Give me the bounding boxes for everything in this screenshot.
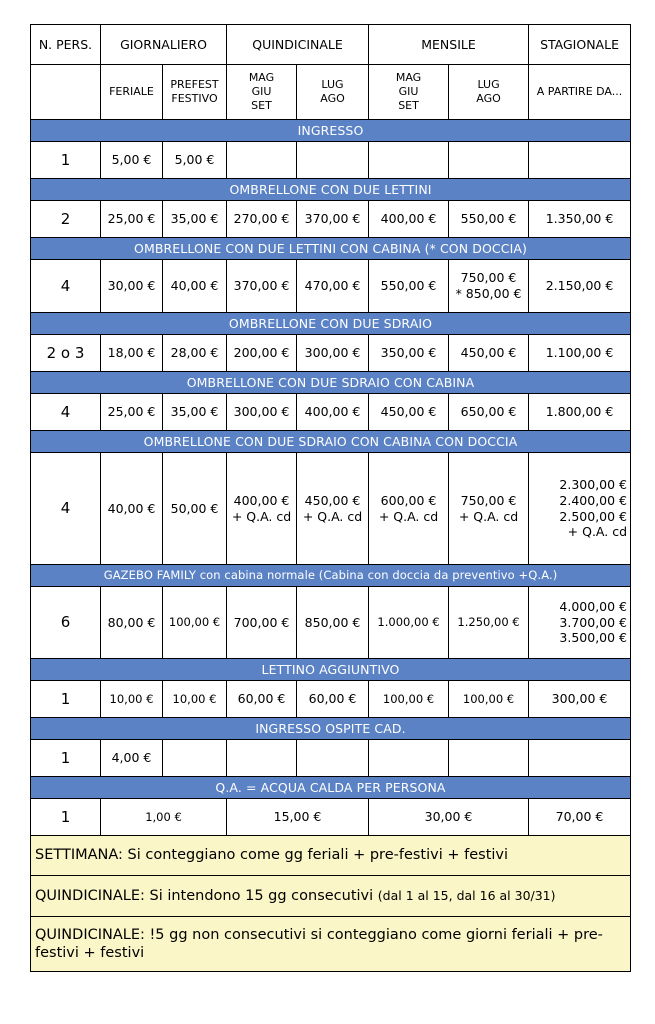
price-festivo: 35,00 € bbox=[163, 394, 227, 431]
price-mensile-mgs: 100,00 € bbox=[369, 681, 449, 718]
note-non-consecutivi: QUINDICINALE: !5 gg non consecutivi si conteggiano come giorni feriali + pre-festivi + festivi bbox=[31, 917, 631, 972]
subheader-mag: MAG bbox=[395, 71, 422, 85]
price-mensile-mgs: 450,00 € bbox=[369, 394, 449, 431]
persons-cell: 6 bbox=[31, 587, 101, 659]
price-quindicinale-mgs bbox=[227, 453, 297, 565]
price-festivo: 35,00 € bbox=[163, 201, 227, 238]
section-title-lettini: OMBRELLONE CON DUE LETTINI bbox=[31, 179, 631, 201]
table-row bbox=[31, 394, 631, 431]
header-quindicinale: QUINDICINALE bbox=[227, 25, 369, 65]
price-feriale: 25,00 € bbox=[101, 394, 163, 431]
subheader-prefest-festivo bbox=[163, 65, 227, 120]
persons-cell: 2 o 3 bbox=[31, 335, 101, 372]
section-band bbox=[31, 372, 631, 394]
empty-cell bbox=[163, 740, 227, 777]
table-row bbox=[31, 201, 631, 238]
note-row bbox=[31, 876, 631, 917]
section-title-gazebo: GAZEBO FAMILY con cabina normale (Cabina con doccia da preventivo +Q.A.) bbox=[31, 565, 631, 587]
section-band bbox=[31, 313, 631, 335]
table-row bbox=[31, 260, 631, 313]
header-stagionale: STAGIONALE bbox=[529, 25, 631, 65]
section-band bbox=[31, 659, 631, 681]
price-feriale: 5,00 € bbox=[101, 142, 163, 179]
price-festivo: 10,00 € bbox=[163, 681, 227, 718]
subheader-prefest: PREFEST bbox=[170, 78, 219, 92]
subheader-q-lug-ago bbox=[297, 65, 369, 120]
section-band bbox=[31, 565, 631, 587]
section-band bbox=[31, 179, 631, 201]
subheader-giu: GIU bbox=[251, 85, 272, 99]
subheader-ago: AGO bbox=[476, 92, 501, 105]
price-quindicinale-la: 400,00 € bbox=[297, 394, 369, 431]
empty-cell bbox=[297, 740, 369, 777]
price-table bbox=[30, 24, 631, 972]
price-mensile-la: 450,00 € bbox=[449, 335, 529, 372]
empty-cell bbox=[449, 740, 529, 777]
price-quindicinale-mgs: 270,00 € bbox=[227, 201, 297, 238]
persons-cell: 4 bbox=[31, 260, 101, 313]
persons-cell: 2 bbox=[31, 201, 101, 238]
subheader-a-partire: A PARTIRE DA... bbox=[529, 65, 631, 120]
subheader-lug: LUG bbox=[321, 78, 344, 92]
persons-cell: 1 bbox=[31, 740, 101, 777]
price-line: 450,00 € bbox=[304, 492, 361, 508]
price-quindicinale-la: 300,00 € bbox=[297, 335, 369, 372]
subheader-set: SET bbox=[398, 98, 419, 112]
price-quindicinale-la bbox=[297, 453, 369, 565]
price-stagionale: 300,00 € bbox=[529, 681, 631, 718]
price-line: 2.400,00 € bbox=[559, 492, 628, 508]
price-feriale: 40,00 € bbox=[101, 453, 163, 565]
price-line-qa: + Q.A. cd bbox=[231, 508, 292, 524]
price-feriale: 25,00 € bbox=[101, 201, 163, 238]
note-settimana: SETTIMANA: Si conteggiano come gg feriali + pre-festivi + festivi bbox=[31, 836, 631, 876]
price-feriale: 80,00 € bbox=[101, 587, 163, 659]
table-row bbox=[31, 453, 631, 565]
section-band bbox=[31, 718, 631, 740]
section-title-ingresso: INGRESSO bbox=[31, 120, 631, 142]
empty-cell bbox=[529, 142, 631, 179]
price-feriale: 4,00 € bbox=[101, 740, 163, 777]
price-feriale: 30,00 € bbox=[101, 260, 163, 313]
price-mensile: 30,00 € bbox=[369, 799, 529, 836]
subheader-set: SET bbox=[251, 98, 272, 112]
price-quindicinale-mgs: 200,00 € bbox=[227, 335, 297, 372]
note-quindicinale bbox=[31, 876, 631, 917]
empty-cell bbox=[449, 142, 529, 179]
price-stagionale bbox=[529, 587, 631, 659]
subheader-festivo: FESTIVO bbox=[171, 92, 218, 105]
price-giornaliero: 1,00 € bbox=[101, 799, 227, 836]
price-line: 600,00 € bbox=[380, 492, 437, 508]
empty-cell bbox=[529, 740, 631, 777]
table-row bbox=[31, 799, 631, 836]
header-row bbox=[31, 25, 631, 65]
subheader-mag: MAG bbox=[248, 71, 275, 85]
empty-cell bbox=[369, 740, 449, 777]
price-quindicinale-la: 60,00 € bbox=[297, 681, 369, 718]
price-line-qa: + Q.A. cd bbox=[378, 508, 439, 524]
persons-cell: 1 bbox=[31, 142, 101, 179]
persons-cell: 1 bbox=[31, 799, 101, 836]
price-line: 3.500,00 € bbox=[559, 630, 628, 646]
persons-cell: 4 bbox=[31, 453, 101, 565]
note-row bbox=[31, 836, 631, 876]
price-stagionale: 70,00 € bbox=[529, 799, 631, 836]
persons-cell: 1 bbox=[31, 681, 101, 718]
price-mensile-mgs: 1.000,00 € bbox=[369, 587, 449, 659]
price-mensile-mgs: 350,00 € bbox=[369, 335, 449, 372]
table-row bbox=[31, 335, 631, 372]
empty-cell bbox=[227, 142, 297, 179]
section-title-lettino: LETTINO AGGIUNTIVO bbox=[31, 659, 631, 681]
subheader-ago: AGO bbox=[320, 92, 345, 105]
subheader-giu: GIU bbox=[398, 85, 419, 99]
section-band bbox=[31, 238, 631, 260]
section-band bbox=[31, 120, 631, 142]
price-stagionale: 1.350,00 € bbox=[529, 201, 631, 238]
price-stagionale bbox=[529, 453, 631, 565]
price-festivo: 50,00 € bbox=[163, 453, 227, 565]
price-list bbox=[30, 24, 630, 972]
price-stagionale: 1.100,00 € bbox=[529, 335, 631, 372]
price-quindicinale-mgs: 700,00 € bbox=[227, 587, 297, 659]
price-mensile-mgs: 550,00 € bbox=[369, 260, 449, 313]
price-line-qa: + Q.A. cd bbox=[302, 508, 363, 524]
section-title-ospite: INGRESSO OSPITE CAD. bbox=[31, 718, 631, 740]
empty-cell bbox=[369, 142, 449, 179]
price-line: 3.700,00 € bbox=[559, 614, 628, 630]
subheader-feriale: FERIALE bbox=[101, 65, 163, 120]
price-quindicinale-mgs: 60,00 € bbox=[227, 681, 297, 718]
price-quindicinale-la: 370,00 € bbox=[297, 201, 369, 238]
price-feriale: 10,00 € bbox=[101, 681, 163, 718]
table-row bbox=[31, 681, 631, 718]
empty-cell bbox=[227, 740, 297, 777]
price-line: 2.500,00 € bbox=[559, 508, 628, 524]
note-quindicinale-range: (dal 1 al 15, dal 16 al 30/31) bbox=[377, 887, 556, 903]
section-band bbox=[31, 431, 631, 453]
price-mensile-la: 1.250,00 € bbox=[449, 587, 529, 659]
price-mensile-mgs: 400,00 € bbox=[369, 201, 449, 238]
section-band bbox=[31, 777, 631, 799]
section-title-lettini-cabina: OMBRELLONE CON DUE LETTINI CON CABINA (* CON DOCCIA) bbox=[31, 238, 631, 260]
price-quindicinale: 15,00 € bbox=[227, 799, 369, 836]
table-row bbox=[31, 142, 631, 179]
price-quindicinale-mgs: 300,00 € bbox=[227, 394, 297, 431]
price-line: 750,00 € bbox=[460, 492, 517, 508]
price-quindicinale-la: 850,00 € bbox=[297, 587, 369, 659]
price-line: 400,00 € bbox=[233, 492, 290, 508]
price-stagionale: 1.800,00 € bbox=[529, 394, 631, 431]
persons-cell: 4 bbox=[31, 394, 101, 431]
price-feriale: 18,00 € bbox=[101, 335, 163, 372]
price-festivo: 5,00 € bbox=[163, 142, 227, 179]
price-mensile-la: 100,00 € bbox=[449, 681, 529, 718]
price-line-qa: + Q.A. cd bbox=[458, 508, 519, 524]
subheader-row bbox=[31, 65, 631, 120]
price-mensile-la: 650,00 € bbox=[449, 394, 529, 431]
price-mensile-la bbox=[449, 260, 529, 313]
price-festivo: 100,00 € bbox=[163, 587, 227, 659]
note-row bbox=[31, 917, 631, 972]
subheader-m-mag-giu-set bbox=[369, 65, 449, 120]
price-mensile-mgs bbox=[369, 453, 449, 565]
section-title-qa: Q.A. = ACQUA CALDA PER PERSONA bbox=[31, 777, 631, 799]
price-line: 4.000,00 € bbox=[559, 599, 628, 615]
price-festivo: 40,00 € bbox=[163, 260, 227, 313]
price-mensile-la bbox=[449, 453, 529, 565]
section-title-sdraio-cabina: OMBRELLONE CON DUE SDRAIO CON CABINA bbox=[31, 372, 631, 394]
subheader-m-lug-ago bbox=[449, 65, 529, 120]
price-quindicinale-la: 470,00 € bbox=[297, 260, 369, 313]
subheader-lug: LUG bbox=[477, 78, 500, 92]
empty-cell bbox=[297, 142, 369, 179]
header-giornaliero: GIORNALIERO bbox=[101, 25, 227, 65]
table-row bbox=[31, 587, 631, 659]
note-quindicinale-main: QUINDICINALE: Si intendono 15 gg consecutivi bbox=[35, 887, 374, 904]
subheader-q-mag-giu-set bbox=[227, 65, 297, 120]
table-row bbox=[31, 740, 631, 777]
price-mensile-la: 550,00 € bbox=[449, 201, 529, 238]
price-line-doccia: * 850,00 € bbox=[455, 286, 522, 301]
header-n-pers: N. PERS. bbox=[31, 25, 101, 65]
price-quindicinale-mgs: 370,00 € bbox=[227, 260, 297, 313]
price-festivo: 28,00 € bbox=[163, 335, 227, 372]
price-stagionale: 2.150,00 € bbox=[529, 260, 631, 313]
price-line: 2.300,00 € bbox=[559, 477, 628, 493]
subheader-empty bbox=[31, 65, 101, 120]
section-title-sdraio-doccia: OMBRELLONE CON DUE SDRAIO CON CABINA CON DOCCIA bbox=[31, 431, 631, 453]
section-title-sdraio: OMBRELLONE CON DUE SDRAIO bbox=[31, 313, 631, 335]
price-line: 750,00 € bbox=[460, 270, 517, 286]
price-line-qa: + Q.A. cd bbox=[567, 524, 628, 540]
header-mensile: MENSILE bbox=[369, 25, 529, 65]
